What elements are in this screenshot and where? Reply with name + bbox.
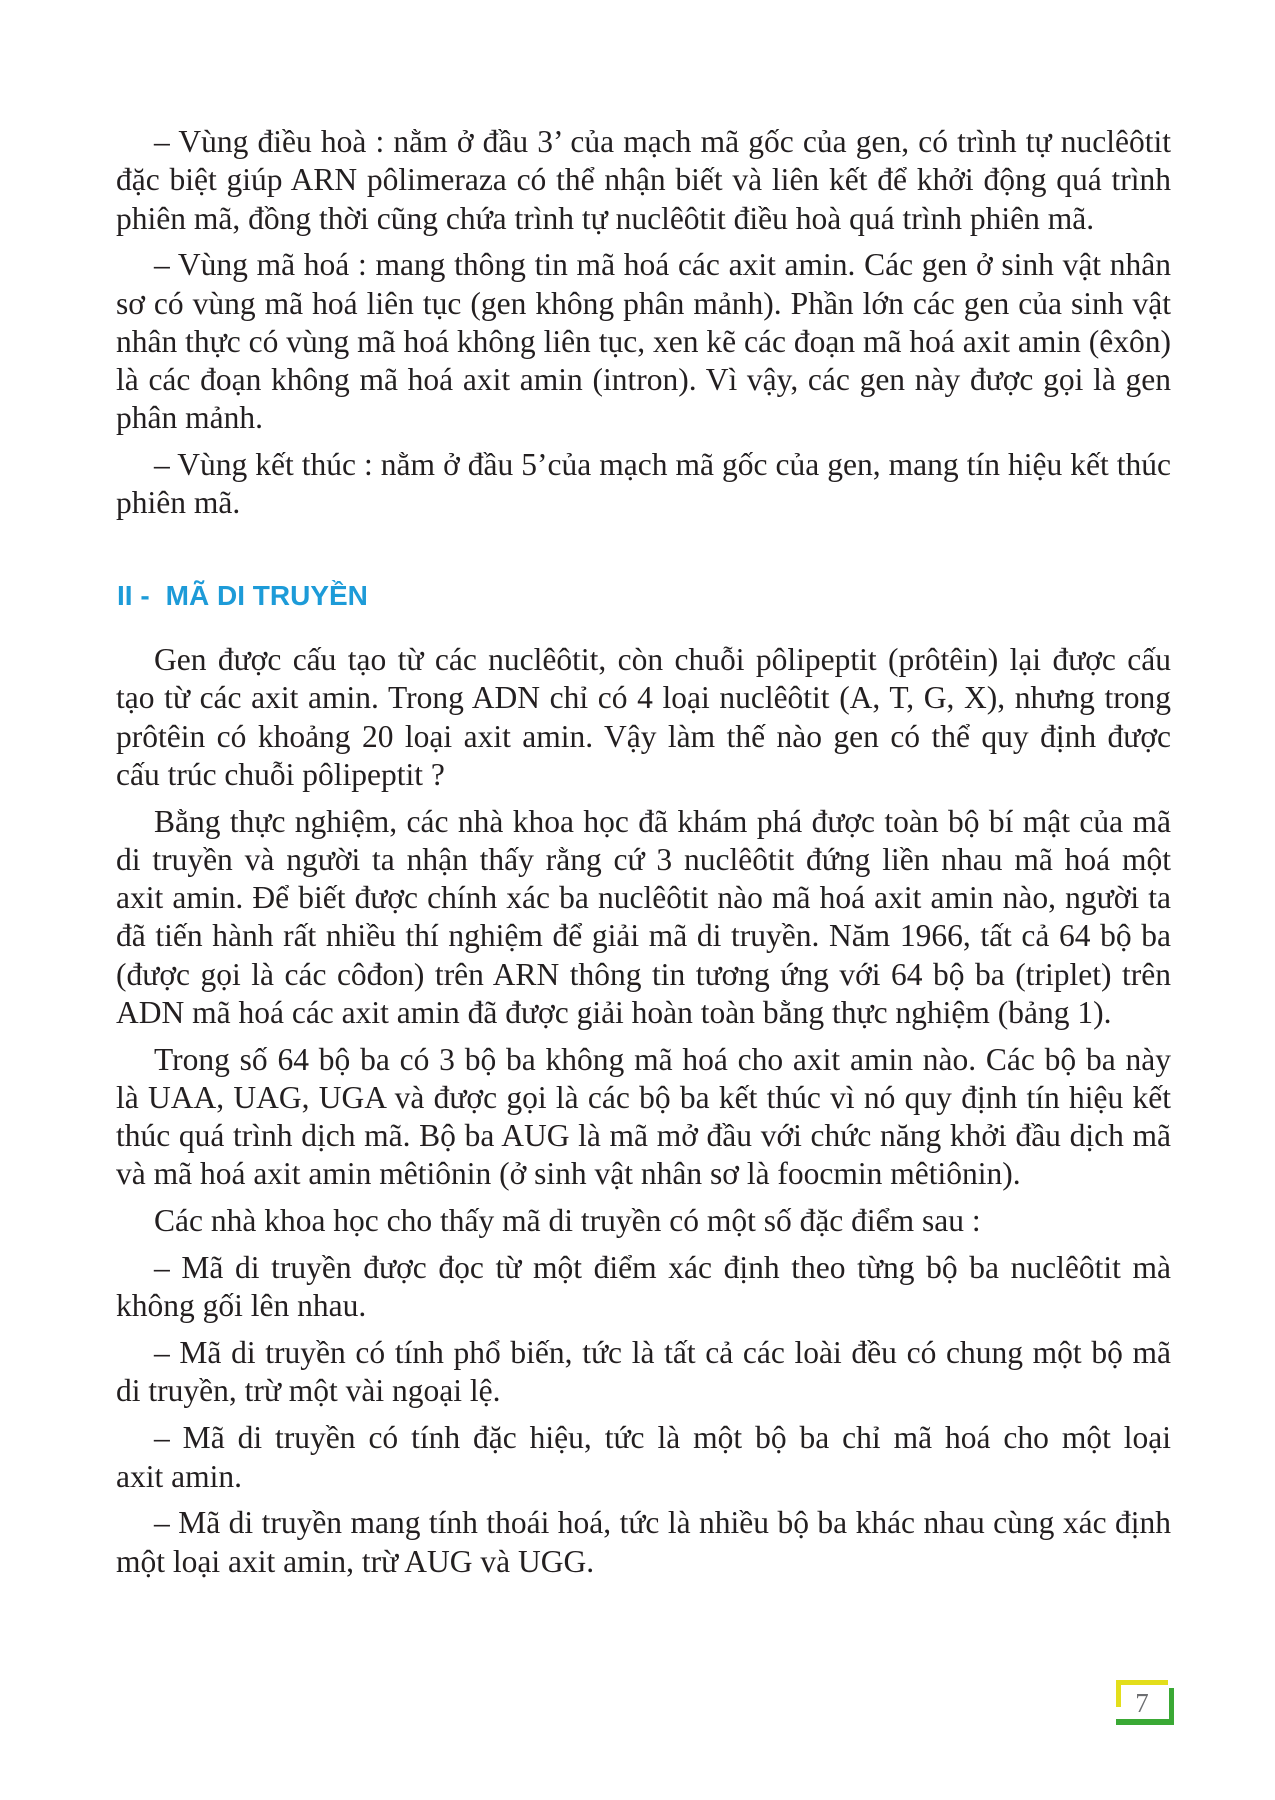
text-line: Bằng thực nghiệm, các nhà khoa học đã khám phá được toàn bộ bí mật của mã — [154, 803, 1171, 839]
section-heading — [117, 579, 368, 613]
text-line: – Vùng mã hoá : mang thông tin mã hoá các axit amin. Các gen ở sinh vật nhân — [154, 247, 1171, 283]
text-line: một loại axit amin, trừ AUG và UGG. — [116, 1543, 595, 1579]
text-line: – Mã di truyền được đọc từ một điểm xác định theo từng bộ ba nuclêôtit mà — [154, 1250, 1171, 1286]
paragraph — [116, 1041, 1171, 1194]
text-line: (được gọi là các côđon) trên ARN thông tin tương ứng với 64 bộ ba (triplet) trên — [116, 956, 1171, 992]
text-line: axit amin. — [116, 1458, 242, 1494]
page-number: 7 — [1135, 1688, 1149, 1718]
text-line: Các nhà khoa học cho thấy mã di truyền có một số đặc điểm sau : — [154, 1203, 981, 1239]
section-heading-number: II - — [117, 580, 150, 611]
paragraph — [116, 1504, 1171, 1581]
paragraph — [116, 1334, 1171, 1411]
text-line: di truyền, trừ một vài ngoại lệ. — [116, 1373, 501, 1409]
text-line: đặc biệt giúp ARN pôlimeraza có thể nhận biết và liên kết để khởi động quá trình — [116, 162, 1171, 198]
text-line: phiên mã. — [116, 485, 241, 521]
text-line: nhân thực có vùng mã hoá không liên tục, xen kẽ các đoạn mã hoá axit amin (êxôn) — [116, 323, 1171, 359]
text-line: phiên mã, đồng thời cũng chứa trình tự nuclêôtit điều hoà quá trình phiên mã. — [116, 200, 1095, 236]
section-body-regions — [116, 123, 1171, 531]
text-line: phân mảnh. — [116, 400, 263, 436]
text-line: thúc quá trình dịch mã. Bộ ba AUG là mã mở đầu với chức năng khởi đầu dịch mã — [116, 1118, 1171, 1154]
section-heading-title: MÃ DI TRUYỀN — [165, 580, 368, 611]
text-line: sơ có vùng mã hoá liên tục (gen không phân mảnh). Phần lớn các gen của sinh vật — [116, 285, 1171, 321]
text-line: là UAA, UAG, UGA và được gọi là các bộ ba kết thúc vì nó quy định tín hiệu kết — [116, 1079, 1171, 1115]
text-line: – Vùng điều hoà : nằm ở đầu 3’ của mạch mã gốc của gen, có trình tự nuclêôtit — [154, 124, 1171, 159]
paragraph — [116, 641, 1171, 794]
paragraph — [116, 803, 1171, 1033]
text-line: ADN mã hoá các axit amin đã được giải hoàn toàn bằng thực nghiệm (bảng 1). — [116, 994, 1112, 1030]
paragraph — [116, 446, 1171, 523]
text-line: – Mã di truyền có tính đặc hiệu, tức là một bộ ba chỉ mã hoá cho một loại — [154, 1420, 1171, 1456]
text-line: Gen được cấu tạo từ các nuclêôtit, còn chuỗi pôlipeptit (prôtêin) lại được cấu — [154, 642, 1171, 677]
text-line: đã tiến hành rất nhiều thí nghiệm để giải mã di truyền. Năm 1966, tất cả 64 bộ ba — [116, 918, 1171, 954]
text-line: – Mã di truyền có tính phổ biến, tức là tất cả các loài đều có chung một bộ mã — [154, 1335, 1171, 1371]
paragraph — [116, 1202, 1171, 1240]
paragraph — [116, 1249, 1171, 1326]
text-line: và mã hoá axit amin mêtiônin (ở sinh vật nhân sơ là foocmin mêtiônin). — [116, 1156, 1021, 1192]
text-line: không gối lên nhau. — [116, 1288, 367, 1324]
text-line: di truyền và người ta nhận thấy rằng cứ 3 nuclêôtit đứng liền nhau mã hoá một — [116, 841, 1171, 877]
text-line: – Vùng kết thúc : nằm ở đầu 5’của mạch mã gốc của gen, mang tín hiệu kết thúc — [154, 447, 1171, 483]
text-line: axit amin. Để biết được chính xác ba nuclêôtit nào mã hoá axit amin nào, người ta — [116, 880, 1171, 916]
page-number-frame-bottom — [1116, 1719, 1174, 1725]
page-number-frame-top — [1116, 1680, 1168, 1685]
text-line: cấu trúc chuỗi pôlipeptit ? — [116, 756, 445, 792]
paragraph — [116, 1419, 1171, 1496]
paragraph — [116, 246, 1171, 437]
text-line: – Mã di truyền mang tính thoái hoá, tức là nhiều bộ ba khác nhau cùng xác định — [154, 1505, 1171, 1541]
text-line: Trong số 64 bộ ba có 3 bộ ba không mã hoá cho axit amin nào. Các bộ ba này — [154, 1041, 1171, 1077]
paragraph — [116, 123, 1171, 238]
text-line: tạo từ các axit amin. Trong ADN chỉ có 4 loại nuclêôtit (A, T, G, X), nhưng trong — [116, 680, 1171, 716]
text-line: prôtêin có khoảng 20 loại axit amin. Vậy làm thế nào gen có thể quy định được — [116, 718, 1171, 754]
page-number-box — [1116, 1680, 1174, 1725]
section-body-genetic-code — [116, 641, 1171, 1590]
text-line: là các đoạn không mã hoá axit amin (intron). Vì vậy, các gen này được gọi là gen — [116, 362, 1171, 398]
